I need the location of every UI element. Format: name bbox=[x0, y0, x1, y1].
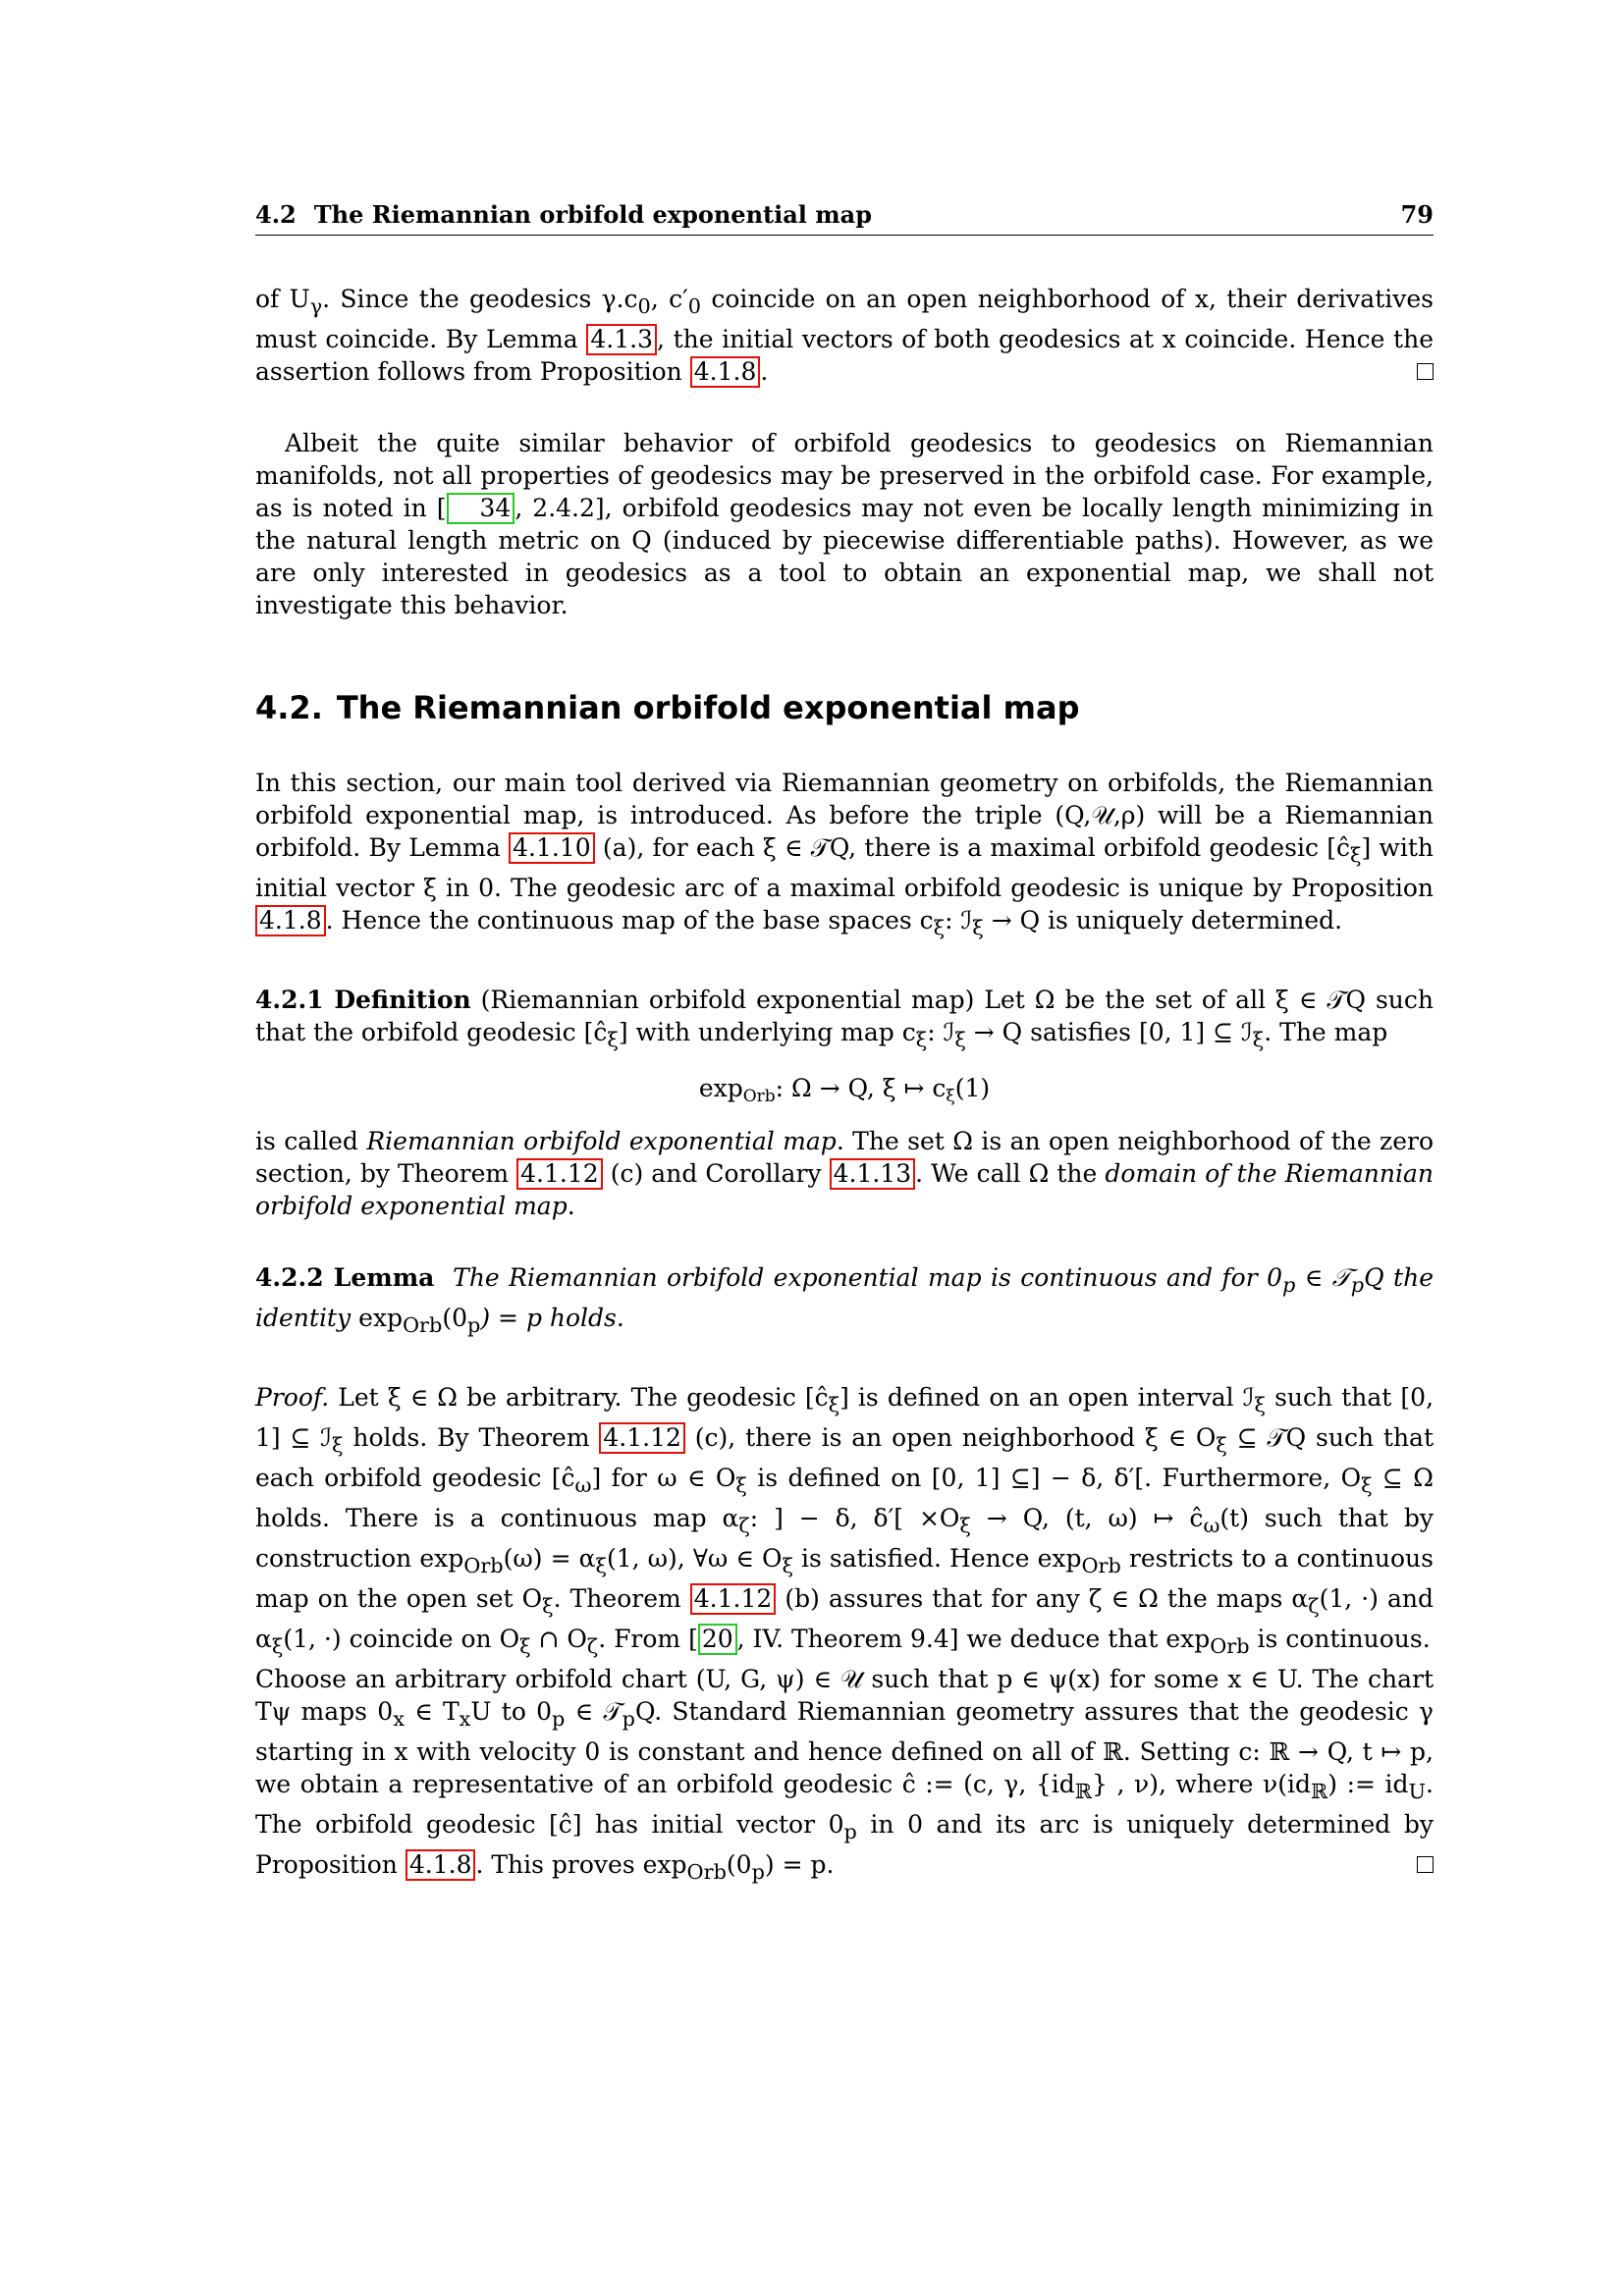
section-title: The Riemannian orbifold exponential map bbox=[336, 689, 1080, 726]
theorem-ref-link[interactable]: 4.1.12 bbox=[690, 1583, 777, 1615]
citation-link[interactable]: 20 bbox=[698, 1624, 737, 1655]
proposition-ref-link[interactable]: 4.1.8 bbox=[690, 356, 761, 388]
page-number: 79 bbox=[1400, 200, 1434, 229]
section-number: 4.2. bbox=[255, 689, 323, 726]
remark-paragraph: Albeit the quite similar behavior of orbifold geodesics to geodesics on Riemannian manifolds, not all properties of geodesics may be preserved in the orbifold case. For example, as is noted in [ 34 , 2.4.2], orbifold geodesics may not even be locally length minimizing in the natural length metric on Q (induced by piecewise differentiable paths). However, as we are only interested in geodesics as a tool to obtain an exponential map, we shall not investigate this behavior. bbox=[255, 429, 1434, 619]
proof-block: Proof. Let ξ ∈ Ω be arbitrary. The geodesic $[ĉ_\xi]$ is defined on an open interval ℐ$_\xi$ such that [0, 1] ⊆ ℐ$_\xi$ holds. By Theorem 4.1.12 (c), there is an open neighborhood ξ ∈ $O_\xi$ ⊆ 𝒯Q such that each orbifold geodesic $[ĉ_\omega]$ for ω ∈ $O_\xi$ is defined on [0, 1] ⊆] − δ, δ′[. Furthermore, $O_\xi$ ⊆ Ω holds. There is a continuous map $\alpha_\zeta$: ] − δ, $\delta'[ \times O_\xi \to Q$, (t, ω) ↦ $ĉ_\omega(t)$ such that by construction $\exp_{Orb}(\omega) = \alpha_\xi(1$, ω), ∀ω ∈ $O_\xi$ is satisfied. Hence $\exp_{Orb}$ restricts to a continuous map on the open set $O_\xi$. Theorem 4.1.12 (b) assures that for any ζ ∈ Ω the maps $\alpha_\zeta(1$, ·) and $\alpha_\xi(1$, ·) coincide on $O_\xi$ ∩ $O_\zeta$. From [ 20 , IV. Theorem 9.4] we deduce that $\exp_{Orb}$ is continuous. Choose an arbitrary orbifold chart (U, G, ψ) ∈ 𝒰 such that p ∈ ψ(x) for some x ∈ U. The chart Tψ maps $0_x$ ∈ $T_xU$ to $0_p$ ∈ 𝒯$_p$Q. Standard Riemannian geometry assures that the geodesic γ starting in x with velocity 0 is constant and hence defined on all of ℝ. Setting c: ℝ → Q, t ↦ p, we obtain a representative of an orbifold geodesic ĉ := (c, γ, $\{id_ℝ\}$ , ν), where $\nu(id_ℝ)$ := $id_U$. The orbifold geodesic [ĉ] has initial vector $0_p$ in 0 and its arc is uniquely determined by Proposition 4.1.8 . This proves $\exp_{Orb}(0_p) = p$. bbox=[255, 1383, 1435, 1884]
header-section-number: 4.2 bbox=[255, 200, 297, 229]
definition-block: 4.2.1 Definition (Riemannian orbifold exponential map) Let Ω be the set of all ξ ∈ 𝒯Q such that the orbifold geodesic $[ĉ_\xi]$ with underlying map $c_\xi$: ℐ$_\xi$ → Q satisfies [0, 1] ⊆ ℐ$_\xi$. The map $\exp_{Orb}$: Ω → Q, ξ ↦ $c_\xi(1)$ is called Riemannian orbifold exponential map. The set Ω is an open neighborhood of the zero section, by Theorem 4.1.12 (c) and Corollary 4.1.13 . We call Ω the domain of the Riemannian orbifold exponential map. bbox=[255, 986, 1435, 1220]
qed-box bbox=[1417, 1856, 1434, 1873]
header-title bbox=[255, 200, 872, 229]
citation-link[interactable]: 34 bbox=[447, 493, 515, 524]
proof-label: Proof. bbox=[255, 1383, 330, 1412]
lemma-label: 4.2.2 Lemma bbox=[255, 1263, 435, 1292]
definition-label: 4.2.1 Definition bbox=[255, 986, 471, 1014]
proof-continuation-paragraph: of $U_\gamma$. Since the geodesics $\gamma.c_0$, $c'_0$ coincide on an open neighborhood of x, their derivatives must coincide. By Lemma 4.1.3 , the initial vectors of both geodesics at x coincide. Hence the assertion follows from Proposition 4.1.8 . bbox=[255, 285, 1435, 386]
lemma-ref-link[interactable]: 4.1.3 bbox=[586, 324, 657, 355]
header-section-title: The Riemannian orbifold exponential map bbox=[313, 200, 872, 229]
corollary-ref-link[interactable]: 4.1.13 bbox=[830, 1158, 916, 1190]
lemma-block: 4.2.2 Lemma The Riemannian orbifold exponential map is continuous and for $0_p$ ∈ 𝒯$_p$Q the identity $\exp_{Orb}(0_p) = p$ holds. bbox=[255, 1263, 1434, 1337]
section-heading bbox=[255, 688, 1434, 727]
intro-paragraph: In this section, our main tool derived via Riemannian geometry on orbifolds, the Riemannian orbifold exponential map, is introduced. As before the triple (Q,𝒰,ρ) will be a Riemannian orbifold. By Lemma 4.1.10 (a), for each ξ ∈ 𝒯Q, there is a maximal orbifold geodesic $[ĉ_\xi]$ with initial vector ξ in 0. The geodesic arc of a maximal orbifold geodesic is unique by Proposition 4.1.8 . Hence the continuous map of the base spaces $c_\xi$: ℐ$_\xi$ → Q is uniquely determined. bbox=[255, 769, 1434, 939]
page-body bbox=[255, 283, 1434, 1889]
qed-box bbox=[1417, 363, 1434, 380]
lemma-ref-link[interactable]: 4.1.10 bbox=[509, 832, 595, 864]
running-header bbox=[255, 200, 1434, 236]
proposition-ref-link[interactable]: 4.1.8 bbox=[255, 905, 326, 936]
theorem-ref-link[interactable]: 4.1.12 bbox=[599, 1422, 685, 1454]
display-equation: $\exp_{Orb}$: Ω → Q, ξ ↦ $c_\xi(1)$ bbox=[698, 1074, 991, 1106]
theorem-ref-link[interactable]: 4.1.12 bbox=[516, 1158, 603, 1190]
proposition-ref-link[interactable]: 4.1.8 bbox=[406, 1849, 476, 1881]
